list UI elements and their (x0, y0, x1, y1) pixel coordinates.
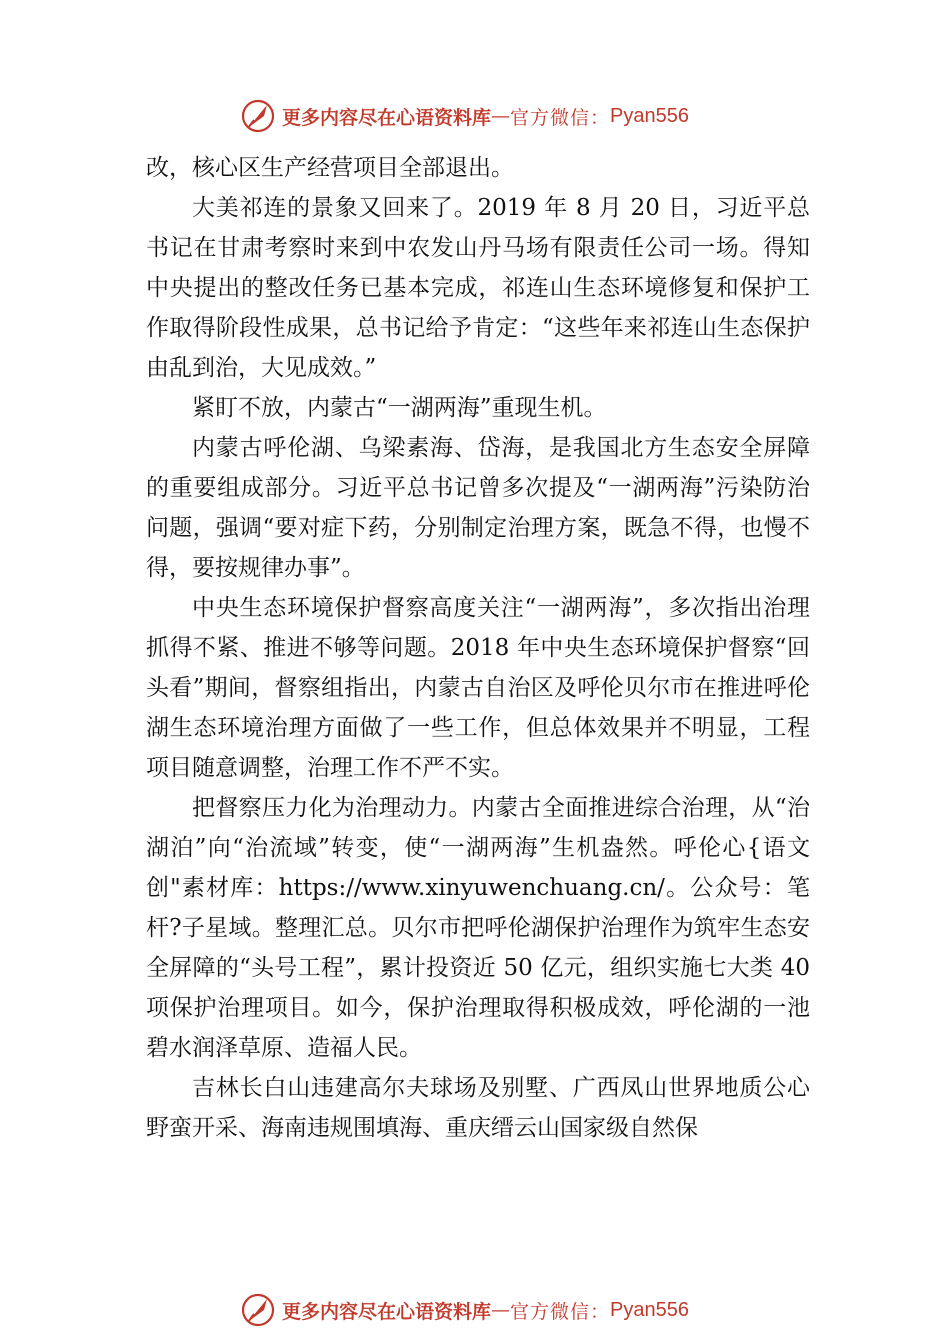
header-brand: 更多内容尽在心语资料库 (282, 106, 492, 129)
footer-wechat-label: 官方微信： (510, 1300, 611, 1323)
paragraph: 把督察压力化为治理动力。内蒙古全面推进综合治理，从“治湖泊”向“治流域”转变，使“一湖两海”生机盎然。呼伦心{语文创"素材库：https://www.xinyuwenchuang.cn/。公众号：笔杆?子星域。整理汇总。贝尔市把呼伦湖保护治理作为筑牢生态安全屏障的“头号工程”，累计投资近 50 亿元，组织实施七大类 40 项保护治理项目。如今，保护治理取得积极成效，呼伦湖的一池碧水润泽草原、造福人民。 (146, 795, 810, 1061)
footer-banner (240, 1290, 720, 1330)
header-account: Pyan556 (610, 104, 689, 127)
header-wechat-label: 官方微信： (510, 106, 611, 129)
paragraph: 大美祁连的景象又回来了。2019 年 8 月 20 日，习近平总书记在甘肃考察时来到中农发山丹马场有限责任公司一场。得知中央提出的整改任务已基本完成，祁连山生态环境修复和保护工作取得阶段性成果，总书记给予肯定：“这些年来祁连山生态保护由乱到治，大见成效。” (146, 195, 810, 381)
paragraph: 吉林长白山违建高尔夫球场及别墅、广西凤山世界地质公心野蛮开采、海南违规围填海、重庆缙云山国家级自然保 (146, 1075, 810, 1141)
quill-pen-logo (240, 98, 276, 134)
footer-separator: — (491, 1299, 511, 1321)
quill-pen-logo (240, 1292, 276, 1328)
paragraph: 改，核心区生产经营项目全部退出。 (146, 155, 514, 181)
header-banner (240, 96, 720, 136)
document-body (146, 148, 810, 1148)
header-separator: — (491, 105, 511, 127)
footer-account: Pyan556 (610, 1298, 689, 1321)
paragraph: 内蒙古呼伦湖、乌梁素海、岱海，是我国北方生态安全屏障的重要组成部分。习近平总书记曾多次提及“一湖两海”污染防治问题，强调“要对症下药，分别制定治理方案，既急不得，也慢不得，要按规律办事”。 (146, 435, 810, 581)
paragraph: 紧盯不放，内蒙古“一湖两海”重现生机。 (192, 395, 607, 421)
paragraph: 中央生态环境保护督察高度关注“一湖两海”，多次指出治理抓得不紧、推进不够等问题。2018 年中央生态环境保护督察“回头看”期间，督察组指出，内蒙古自治区及呼伦贝尔市在推进呼伦湖生态环境治理方面做了一些工作，但总体效果并不明显，工程项目随意调整，治理工作不严不实。 (146, 595, 810, 781)
footer-brand: 更多内容尽在心语资料库 (282, 1300, 492, 1323)
